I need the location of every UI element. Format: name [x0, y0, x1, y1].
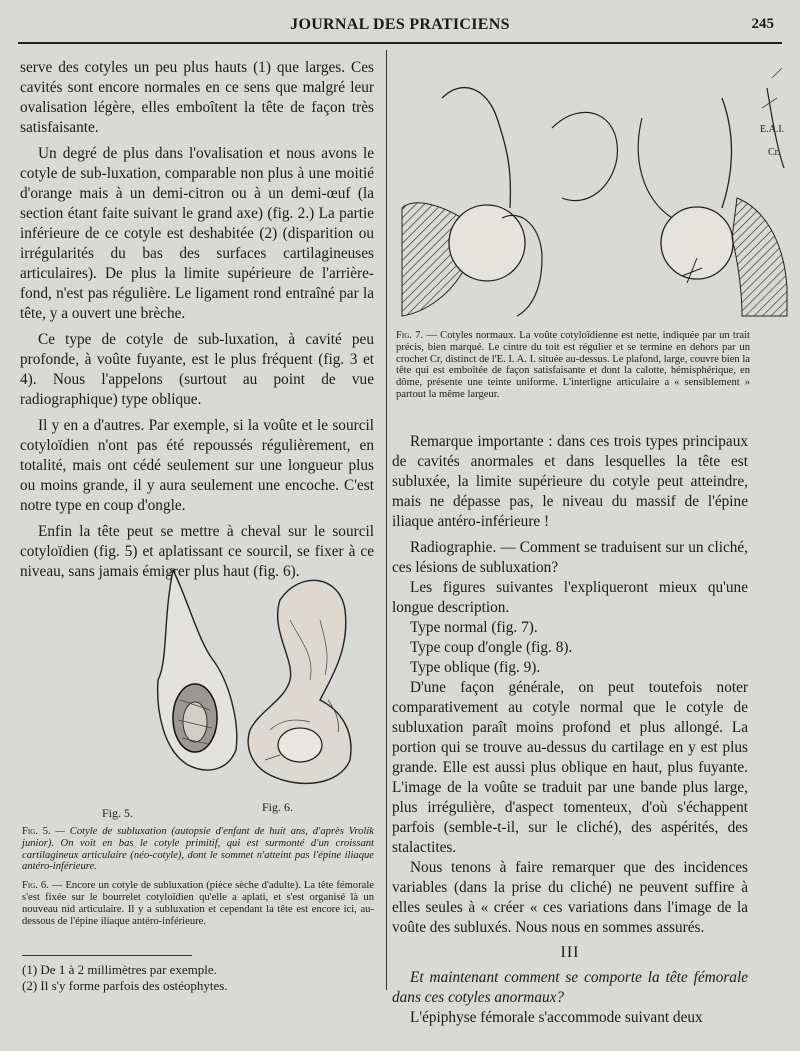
- caption-text: — Cotyle de subluxation (autopsie d'enfant de huit ans, d'après Vrolik junior). On voit en bas le cotyle primitif, qui est surmonté d'un croissant cartilagineux articulaire (néo-cotyle), dont le sommet n'atteint pas l'épine iliaque antéro-inférieure.: [22, 826, 374, 873]
- section-heading: III: [560, 944, 580, 961]
- page-header: [18, 14, 782, 44]
- journal-title: JOURNAL DES PRATICIENS: [290, 16, 510, 33]
- caption-label: Fig. 7.: [396, 330, 424, 341]
- fig-5-label: Fig. 5.: [102, 806, 134, 820]
- paragraph: Nous tenons à faire remarquer que des incidences variables (dans la prise du cliché) ne peuvent suffire à elles seules à « créer « ces variations dans l'image de la voûte des subluxés. Nous nous en sommes assurés.: [392, 859, 748, 936]
- paragraph: Remarque importante : dans ces trois types principaux de cavités anormales et dans lesquelles la tête est subluxée, la limite supérieure du cotyle peut atteindre, mais ne dépasse pas, le niveau du massif de l'épine iliaque antéro-inférieure !: [392, 433, 748, 530]
- footnote-2: (2) Il s'y forme parfois des ostéophytes.: [22, 978, 228, 993]
- paragraph: L'épiphyse fémorale s'accommode suivant deux: [410, 1009, 703, 1026]
- figure-5-6-illustration: [150, 560, 380, 800]
- footnote-rule: [22, 955, 192, 956]
- caption-label: Fig. 6.: [22, 880, 49, 892]
- paragraph-italic: Et maintenant comment se comporte la tête fémorale dans ces cotyles anormaux?: [392, 969, 748, 1006]
- paragraph: Enfin la tête peut se mettre à cheval sur le sourcil cotyloïdien (fig. 5) et aplatissant ce sourcil, se fixer à ce niveau, sans jamais émigrer plus haut (fig. 6).: [20, 523, 374, 580]
- paragraph: D'une façon générale, on peut toutefois noter comparativement au cotyle normal que le cotyle de subluxation paraît moins profond et plus allongé. La portion qui se trouve au-dessus du cartilage en y est plus grande. Elle est aussi plus oblique en haut, plus fuyante. L'image de la voûte se traduit par une bande plus large, plus irrégulière, d'aspect tomenteux, d'où s'échappent parfois (semble-t-il, sur le cliché), des aspérités, des stalactites.: [392, 679, 748, 856]
- list-item: Type oblique (fig. 9).: [410, 659, 541, 676]
- fig-6-caption: [22, 880, 374, 927]
- list-item: Type normal (fig. 7).: [410, 619, 538, 636]
- paragraph: Ce type de cotyle de sub-luxation, à cavité peu profonde, à voûte fuyante, est le plus fréquent (fig. 3 et 4). Nous l'appelons (surtout au point de vue radiographique) type oblique.: [20, 331, 374, 408]
- fig-7-caption-block: [396, 330, 750, 401]
- fig-7-caption: [396, 330, 750, 401]
- paragraph: [392, 968, 748, 1008]
- fig-5-caption: [22, 826, 374, 873]
- fig-6-label: Fig. 6.: [262, 800, 294, 814]
- paragraph: Les figures suivantes l'expliqueront mieux qu'une longue description.: [392, 579, 748, 616]
- left-captions: [22, 826, 374, 927]
- fig-7-label-cr: Cr.: [768, 147, 780, 158]
- paragraph: Un degré de plus dans l'ovalisation et nous avons le cotyle de sub-luxation, comparable non plus à une moitié d'orange mais à un demi-citron ou à un demi-œuf (la section étant faite suivant le grand axe) (fig. 2.) La partie inférieure de ce cotyle est deshabitée (2) (disparition ou irrégularités du bas des surfaces cartilagineuses articulaires). De plus la limite supérieure de l'arrière-fond, n'est pas régulière. Le ligament rond entraîné par la tête, y a ouvert une brèche.: [20, 145, 374, 322]
- paragraph: Il y en a d'autres. Par exemple, si la voûte et le sourcil cotyloïdien n'ont pas été repoussés régulièrement, en totalité, mais ont cédé seulement sur une longueur plus ou moins grande, il y aura seulement une encoche. C'est notre type en coup d'ongle.: [20, 417, 374, 514]
- paragraph: Radiographie. — Comment se traduisent sur un cliché, ces lésions de subluxation?: [392, 539, 748, 576]
- footnotes: [22, 955, 374, 994]
- caption-label: Fig. 5.: [22, 826, 51, 837]
- caption-text: — Encore un cotyle de subluxation (pièce sèche d'adulte). La tête fémorale s'est fixée sur le bourrelet cotyloïdien qu'elle a aplati, et s'est organisé là un nouveau nid articulaire. Il y a subluxation et cependant la tête est encore ici, au-dessous de l'épine iliaque antéro-inférieure.: [22, 880, 374, 927]
- list-item: Type coup d'ongle (fig. 8).: [410, 639, 573, 656]
- page-number: 245: [751, 16, 774, 32]
- footnote-1: (1) De 1 à 2 millimètres par exemple.: [22, 962, 217, 977]
- right-column: [392, 432, 748, 1028]
- column-divider: [386, 50, 387, 990]
- figure-7-radiograph: [392, 58, 796, 326]
- fig-7-label-eai: E.A.I.: [760, 124, 785, 135]
- left-column: [20, 58, 374, 582]
- caption-text: — Cotyles normaux. La voûte cotyloïdienne est nette, indiquée par un trait précis, bien marqué. Le cintre du toit est régulier et se termine en dehors par un crochet Cr, distinct de l'E. I. A. I. située au-dessus. Le plafond, large, couvre bien la tête qui est emboîtée de façon satisfaisante et dont la calotte, hémisphérique, en dôme, présente une teinte uniforme. L'interligne articulaire a « sensiblement » partout la même largeur.: [396, 330, 751, 400]
- paragraph: serve des cotyles un peu plus hauts (1) que larges. Ces cavités sont encore normales en ce sens que malgré leur ovalisation légère, elles emboîtent la tête de façon très satisfaisante.: [20, 59, 374, 136]
